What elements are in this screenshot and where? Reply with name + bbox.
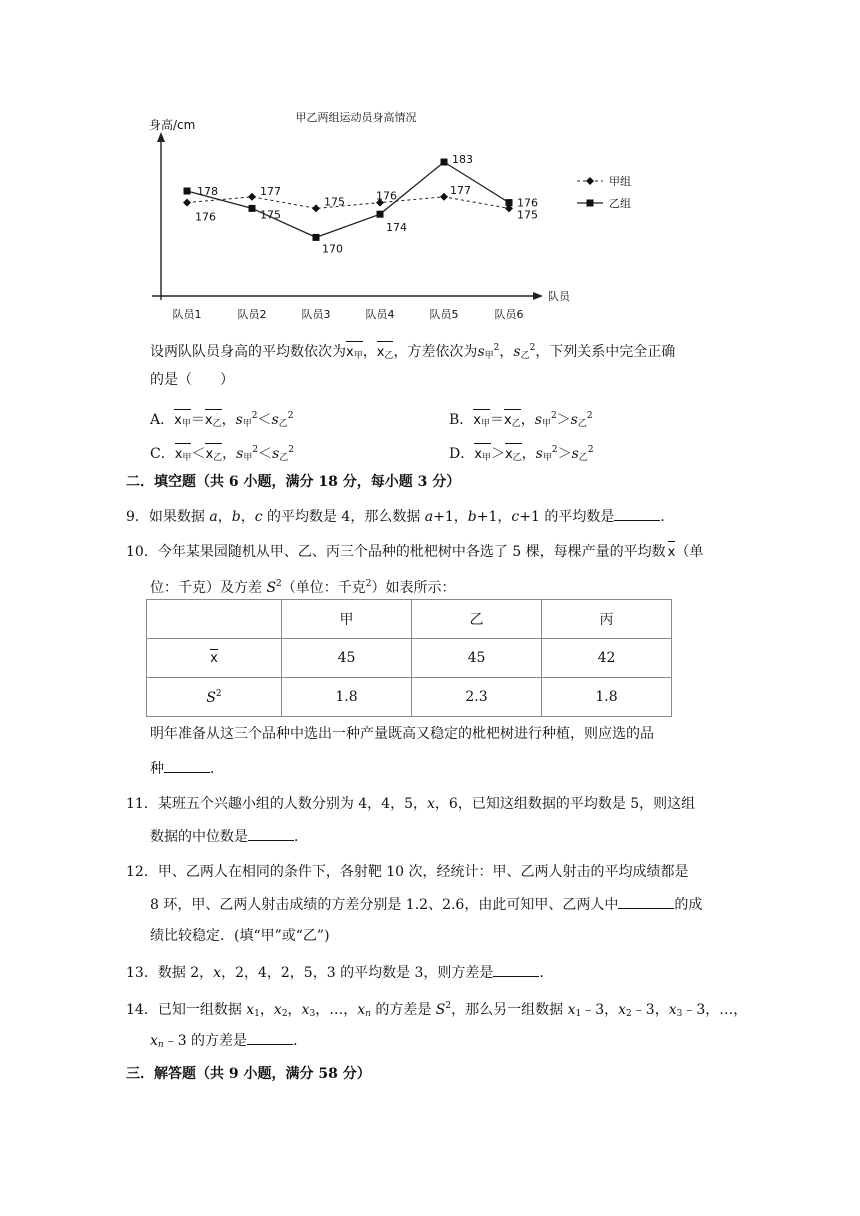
- relation-sign: ＞: [557, 446, 572, 462]
- sub-n: n: [365, 1009, 371, 1019]
- sub-n: n: [157, 1040, 164, 1050]
- period: ．: [293, 1033, 308, 1049]
- data-label-jia: 177: [450, 183, 471, 197]
- xbar: [668, 543, 676, 563]
- answer-blank: [247, 1030, 293, 1045]
- option-label: B．: [449, 412, 474, 428]
- s-symbol: s: [535, 446, 543, 462]
- period: ．: [210, 761, 224, 777]
- q10-text: 10．今年某果园随机从甲、乙、丙三个品种的枇杷树中各选了 5 棵，每棵产量的平均数: [126, 544, 666, 560]
- s-symbol: s: [235, 412, 243, 428]
- var-x: x: [618, 1002, 627, 1018]
- question-11-line2: [150, 826, 308, 847]
- x-symbol: x: [667, 545, 676, 560]
- comma: ，: [315, 1002, 330, 1018]
- x-symbol: x: [174, 447, 183, 462]
- answer-blank: [618, 894, 674, 909]
- sub-yi: 乙: [520, 351, 530, 361]
- point-yi: [249, 205, 256, 212]
- s-symbol: s: [570, 412, 578, 428]
- q12-text: 8 环，甲、乙两人射击成绩的方差分别是 1.2、2.6，由此可知甲、乙两人中: [150, 897, 619, 913]
- sub-jia: 甲: [484, 351, 494, 361]
- sup-2: 2: [251, 411, 258, 421]
- option-a: [150, 406, 293, 434]
- x-symbol: x: [346, 345, 354, 360]
- relation-sign: ＝: [490, 412, 505, 428]
- y-axis-arrow: [157, 132, 165, 142]
- var-x: x: [301, 1002, 310, 1018]
- sep: ，: [240, 509, 255, 525]
- table-row: [147, 678, 672, 717]
- q14-text: 14．已知一组数据: [126, 1002, 247, 1018]
- sub-3: 3: [676, 1009, 683, 1019]
- q8-stem-c: ，下列关系中完全正确: [535, 344, 676, 360]
- point-yi: [377, 211, 384, 218]
- comma: ，: [499, 344, 514, 360]
- sub-jia: 甲: [353, 351, 363, 361]
- sup-2: 2: [493, 343, 500, 353]
- sub-jia: 甲: [541, 419, 551, 429]
- xbar-jia: [346, 343, 363, 366]
- period: ．: [660, 509, 675, 525]
- sub-jia: 甲: [481, 453, 491, 463]
- question-10-after1: 明年准备从这三个品种中选出一种产量既高又稳定的枇杷树进行种植，则应选的品: [150, 726, 654, 742]
- table-header: 乙: [412, 600, 542, 639]
- legend-label-jia: 甲组: [609, 175, 631, 188]
- x-symbol: x: [205, 447, 214, 462]
- var-c: c: [254, 509, 263, 525]
- table-cell: 1.8: [542, 678, 672, 717]
- question-12-line2: [150, 894, 702, 915]
- minus-3: ﹣3，: [682, 1002, 720, 1018]
- var-x: x: [357, 1002, 366, 1018]
- ellipsis: …，: [329, 1002, 358, 1018]
- sub-yi: 乙: [511, 419, 521, 429]
- x-tick-label: 队员2: [237, 308, 267, 321]
- table-cell: 1.8: [282, 678, 412, 717]
- sup-2: 2: [252, 445, 259, 455]
- point-jia: [312, 204, 320, 212]
- sub-2: 2: [626, 1009, 632, 1019]
- question-13: [126, 962, 553, 983]
- table-cell: [147, 600, 282, 639]
- var-x: x: [567, 1002, 576, 1018]
- sub-jia: 甲: [182, 453, 192, 463]
- q14-text: ﹣3 的方差是: [163, 1033, 248, 1049]
- x-tick-label: 队员3: [301, 308, 331, 321]
- option-label: C．: [150, 446, 175, 462]
- xbar-yi: [205, 411, 222, 434]
- sub-yi: 乙: [384, 351, 394, 361]
- section-2-heading: 二．填空题（共 6 小题，满分 18 分，每小题 3 分）: [126, 474, 461, 490]
- point-yi: [184, 188, 191, 195]
- question-12-line1: 12．甲、乙两人在相同的条件下，各射靶 10 次，经统计：甲、乙两人射击的平均成绩都是: [126, 864, 689, 880]
- x-symbol: x: [210, 651, 218, 666]
- comma: ，: [287, 1002, 302, 1018]
- plus-one: +1，: [433, 509, 468, 525]
- sub-yi: 乙: [213, 453, 223, 463]
- ellipsis: …，: [719, 1002, 748, 1018]
- table-cell: 2.3: [412, 678, 542, 717]
- xbar-yi: [205, 445, 222, 468]
- q8-stem-b: ，方差依次为: [393, 344, 478, 360]
- q8-stem-a: 设两队队员身高的平均数依次为: [150, 344, 346, 360]
- sub-yi: 乙: [212, 419, 222, 429]
- xbar-jia: [473, 411, 490, 434]
- option-d: [449, 440, 594, 468]
- legend-marker-yi: [587, 200, 594, 207]
- q12-text: 的成: [674, 897, 703, 913]
- sup-2: 2: [587, 445, 594, 455]
- S-symbol: S: [206, 689, 216, 706]
- q14-text: 的方差是: [370, 1002, 436, 1018]
- xbar-yi: [504, 411, 521, 434]
- relation-sign: ＞: [556, 412, 571, 428]
- xbar-jia: [174, 411, 191, 434]
- table-row-label: [147, 639, 282, 678]
- q10-text: 位：千克）及方差: [150, 580, 267, 596]
- legend-marker-jia: [586, 177, 594, 185]
- x-tick-label: 队员6: [494, 308, 524, 321]
- s-symbol: s: [513, 344, 521, 360]
- sub-jia: 甲: [242, 419, 252, 429]
- sup-2: 2: [287, 411, 294, 421]
- x-tick-label: 队员1: [172, 308, 202, 321]
- xbar-jia: [175, 445, 192, 468]
- sub-1: 1: [254, 1009, 260, 1019]
- comma: ，: [222, 446, 237, 462]
- xbar-jia: [474, 445, 491, 468]
- x-symbol: x: [174, 413, 182, 428]
- table-header: 甲: [282, 600, 412, 639]
- q9-text-c: +1 的平均数是: [519, 509, 615, 525]
- answer-blank: [493, 962, 539, 977]
- x-tick-label: 队员4: [365, 308, 395, 321]
- question-10-line2: [150, 574, 456, 598]
- relation-sign: ＜: [191, 446, 206, 462]
- y-axis-label: 身高/cm: [149, 118, 196, 132]
- xbar-yi: [505, 445, 522, 468]
- sub-yi: 乙: [577, 419, 587, 429]
- sup-2: 2: [586, 411, 593, 421]
- var-x: x: [246, 1002, 255, 1018]
- sub-jia: 甲: [481, 419, 491, 429]
- q9-text-b: 的平均数是 4，那么数据: [262, 509, 425, 525]
- q10-text: ）如表所示：: [371, 580, 456, 596]
- sup-2: 2: [288, 445, 295, 455]
- var-c: c: [511, 509, 520, 525]
- period: ．: [539, 965, 554, 981]
- s-symbol: s: [571, 446, 579, 462]
- table-header: 丙: [542, 600, 672, 639]
- var-b: b: [231, 509, 241, 525]
- option-label: D．: [449, 446, 475, 462]
- data-label-jia: 176: [195, 210, 216, 224]
- minus-3: ﹣3，: [631, 1002, 669, 1018]
- q10-text: （单位：千克: [281, 580, 366, 596]
- question-12-line3: 绩比较稳定．(填“甲”或“乙”): [150, 928, 330, 944]
- x-tick-label: 队员5: [429, 308, 459, 321]
- answer-blank: [248, 826, 294, 841]
- var-x: x: [273, 1002, 282, 1018]
- x-symbol: x: [204, 413, 213, 428]
- q13-text: ，2，4，2，5，3 的平均数是 3，则方差是: [221, 965, 494, 981]
- q9-text-a: 9．如果数据: [126, 509, 210, 525]
- q8-stem-line2: 的是（ ）: [150, 372, 234, 388]
- q11-text: 11．某班五个兴趣小组的人数分别为 4，4，5，: [126, 796, 427, 812]
- q11-text: 数据的中位数是: [150, 829, 248, 845]
- question-9: [126, 506, 674, 527]
- minus-3: ﹣3，: [581, 1002, 619, 1018]
- sub-3: 3: [309, 1009, 316, 1019]
- s-symbol: s: [477, 344, 485, 360]
- s-symbol: s: [534, 412, 542, 428]
- sub-jia: 甲: [243, 453, 253, 463]
- s-symbol: s: [271, 412, 279, 428]
- sub-yi: 乙: [278, 419, 288, 429]
- comma: ，: [259, 1002, 274, 1018]
- data-label-jia: 175: [324, 195, 345, 209]
- var-x: x: [150, 1033, 158, 1049]
- data-label-yi: 170: [322, 242, 343, 256]
- series-line-jia: [187, 197, 509, 209]
- question-14-line1: [126, 996, 747, 1024]
- comma: ，: [221, 412, 236, 428]
- legend-label-yi: 乙组: [609, 197, 631, 210]
- data-label-jia: 177: [260, 184, 281, 198]
- x-symbol: x: [504, 447, 513, 462]
- q10-text: 种: [150, 761, 164, 777]
- sup-2: 2: [529, 343, 536, 353]
- var-a: a: [209, 509, 218, 525]
- point-jia: [248, 193, 256, 201]
- sub-2: 2: [281, 1009, 288, 1019]
- sup-2: 2: [551, 445, 558, 455]
- x-symbol: x: [474, 447, 482, 462]
- table-cell: 45: [412, 639, 542, 678]
- sub-jia: 甲: [181, 419, 191, 429]
- q14-text: ，那么另一组数据: [451, 1002, 568, 1018]
- q11-text: ，6，已知这组数据的平均数是 5，则这组: [434, 796, 696, 812]
- comma: ，: [520, 412, 535, 428]
- q13-text: 13．数据 2，: [126, 965, 214, 981]
- sup-2: 2: [365, 579, 372, 589]
- point-jia: [440, 193, 448, 201]
- answer-blank: [614, 506, 660, 521]
- comma: ，: [521, 446, 536, 462]
- data-label-jia: 175: [517, 208, 538, 222]
- sup-2: 2: [276, 579, 282, 589]
- sub-1: 1: [575, 1009, 582, 1019]
- var-x: x: [668, 1002, 677, 1018]
- question-14-line2: [150, 1030, 307, 1055]
- point-yi: [441, 159, 448, 166]
- xbar: [210, 651, 218, 666]
- question-10-line1: [126, 542, 703, 563]
- point-yi: [506, 199, 513, 206]
- data-label-yi: 176: [517, 196, 538, 210]
- option-b: [449, 406, 593, 434]
- data-label-jia: 176: [376, 189, 397, 203]
- period: ．: [294, 829, 308, 845]
- sub-yi: 乙: [512, 453, 522, 463]
- sup-2: 2: [550, 411, 557, 421]
- sep: ，: [217, 509, 232, 525]
- S-symbol: S: [435, 1002, 446, 1018]
- data-label-yi: 174: [386, 221, 407, 235]
- q8-stem-line1: [150, 338, 675, 366]
- comma: ，: [362, 344, 377, 360]
- section-3-heading: 三．解答题（共 9 小题，满分 58 分）: [126, 1066, 371, 1082]
- var-b: b: [467, 509, 477, 525]
- relation-sign: ＜: [257, 412, 272, 428]
- table-row: [147, 600, 672, 639]
- table-cell: 42: [542, 639, 672, 678]
- xbar-yi: [377, 343, 394, 366]
- sup-2: 2: [445, 1001, 452, 1011]
- table-row: [147, 639, 672, 678]
- S-symbol: S: [266, 580, 277, 596]
- q10-unit-open: （单: [675, 544, 704, 560]
- option-c: [150, 440, 294, 468]
- point-jia: [183, 199, 191, 207]
- sub-yi: 乙: [279, 453, 289, 463]
- data-label-yi: 178: [197, 185, 218, 198]
- x-axis-arrow: [533, 292, 543, 300]
- point-yi: [313, 234, 320, 241]
- table-cell: 45: [282, 639, 412, 678]
- x-symbol: x: [504, 413, 512, 428]
- answer-blank: [164, 758, 210, 773]
- sub-yi: 乙: [578, 453, 588, 463]
- option-label: A．: [150, 412, 175, 428]
- q10-table: [146, 599, 672, 717]
- relation-sign: ＞: [490, 446, 505, 462]
- question-11-line1: [126, 794, 695, 814]
- var-a: a: [424, 509, 434, 525]
- var-x: x: [427, 796, 435, 812]
- s-symbol: s: [236, 446, 244, 462]
- series-line-yi: [187, 162, 509, 237]
- var-x: x: [213, 965, 222, 981]
- sup-2: 2: [215, 688, 222, 699]
- height-line-chart: [140, 104, 660, 326]
- sub-jia: 甲: [542, 453, 552, 463]
- x-axis-label: 队员: [548, 290, 570, 303]
- data-label-yi: 175: [260, 208, 281, 222]
- x-symbol: x: [473, 413, 481, 428]
- chart-title: 甲乙两组运动员身高情况: [295, 111, 417, 124]
- relation-sign: ＜: [258, 446, 273, 462]
- x-symbol: x: [376, 345, 385, 360]
- relation-sign: ＝: [190, 412, 205, 428]
- data-label-yi: 183: [452, 153, 473, 166]
- s-symbol: s: [272, 446, 280, 462]
- table-row-label: [147, 678, 282, 717]
- question-10-after2: [150, 758, 224, 779]
- plus-one: +1，: [476, 509, 512, 525]
